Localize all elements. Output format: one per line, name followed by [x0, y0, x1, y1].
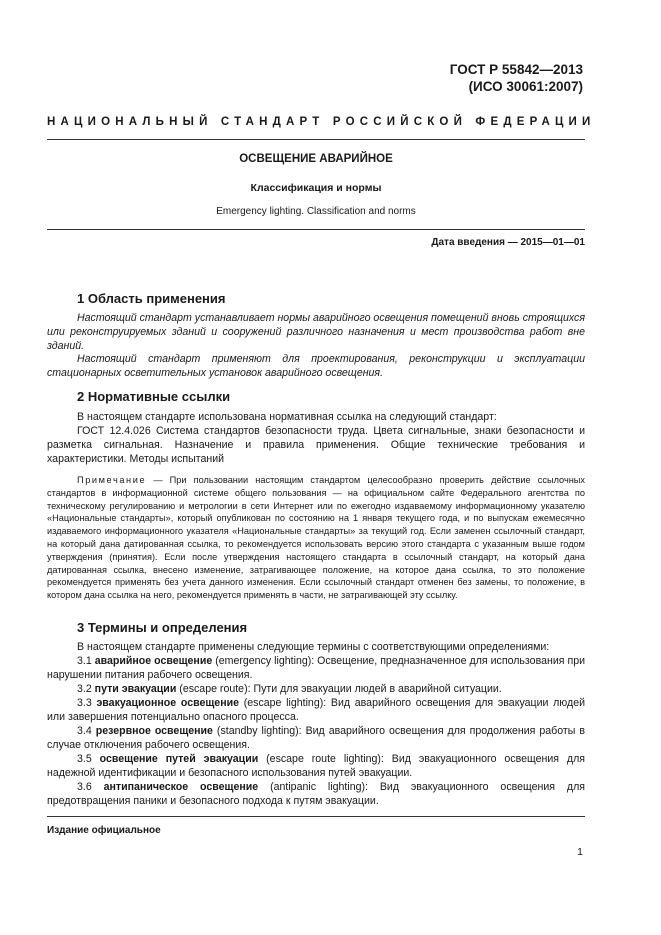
term-3-3: 3.3 эвакуационное освещение (escape lighting): Вид аварийного освещения для эвакуации людей или завершения потенциально опасного процесса. — [47, 697, 586, 723]
term-3-4: 3.4 резервное освещение (standby lighting): Вид аварийного освещения для продолжения работы в случае отключения рабочего освещения. — [47, 725, 585, 751]
document-subtitle: Классификация и нормы — [250, 182, 382, 194]
section-1-heading: 1 Область применения — [77, 291, 226, 306]
term-3-5: 3.5 освещение путей эвакуации (escape route lighting): Вид эвакуационного освещения для надежной идентификации и безопасного использования путей эвакуации. — [47, 753, 586, 779]
section-2-note: Примечание — При пользовании настоящим стандартом целесообразно проверить действие ссылочных стандартов в информационной системе общего пользования — на официальном сайте Федерального агентства по техническому регулированию и метрологии в сети Интернет или по ежегодно издаваемому информационному указателю «Национальные стандарты», который опубликован по состоянию на 1 января текущего года, и по выпускам ежемесячно издаваемого информационного указателя «Национальные стандарты» за текущий год. Если заменен ссылочный стандарт, на который дана датированная ссылка, то рекомендуется использовать версию этого стандарта с указанным выше годом утверждения (принятия). Если после утверждения настоящего стандарта в ссылочный стандарт, на который дана датированная ссылка, внесено изменение, затрагивающее положение, на которое дана ссылка, то это положение рекомендуется применять без учета данного изменения. Если ссылочный стандарт отменен без замены, то положение, в котором дана ссылка на него, рекомендуется применять в части, не затрагивающей эту ссылку. — [47, 475, 585, 601]
standard-code-gost: ГОСТ Р 55842—2013 — [449, 62, 583, 77]
section-1-paragraph-2: Настоящий стандарт применяют для проектирования, реконструкции и эксплуатации стационарных осветительных установок аварийного освещения. — [47, 353, 585, 379]
term-3-6: 3.6 антипаническое освещение (antipanic lighting): Вид эвакуационного освещения для предотвращения паники и безопасного подхода к путям эвакуации. — [47, 781, 586, 807]
standard-code-iso: (ИСО 30061:2007) — [468, 79, 583, 94]
effective-date: Дата введения — 2015—01—01 — [431, 237, 585, 248]
section-2-heading: 2 Нормативные ссылки — [77, 389, 231, 404]
standard-code — [450, 61, 583, 95]
document-title: ОСВЕЩЕНИЕ АВАРИЙНОЕ — [239, 153, 393, 165]
section-2-reference: ГОСТ 12.4.026 Система стандартов безопасности труда. Цвета сигнальные, знаки безопасности и разметка сигнальная. Назначение и правила применения. Общие технические требования и характеристики. Методы испытаний — [47, 425, 585, 465]
section-3-intro: В настоящем стандарте применены следующие термины с соответствующими определениями: — [77, 641, 550, 653]
national-standard-banner: НАЦИОНАЛЬНЫЙ СТАНДАРТ РОССИЙСКОЙ ФЕДЕРАЦИИ — [47, 116, 596, 128]
term-3-1: 3.1 аварийное освещение (emergency lighting): Освещение, предназначенное для использования при нарушении питания рабочего освещения. — [47, 655, 586, 681]
section-1-paragraph-1: Настоящий стандарт устанавливает нормы аварийного освещения помещений вновь строящихся или реконструируемых зданий и сооружений различного назначения и мест производства работ вне зданий. — [47, 312, 585, 352]
page-number: 1 — [577, 846, 583, 858]
section-3-heading: 3 Термины и определения — [77, 620, 248, 635]
section-2-paragraph-1: В настоящем стандарте использована нормативная ссылка на следующий стандарт: — [77, 411, 497, 423]
english-title: Emergency lighting. Classification and norms — [216, 206, 416, 217]
term-3-2: 3.2 пути эвакуации (escape route): Пути для эвакуации людей в аварийной ситуации. — [77, 683, 502, 695]
footer-divider — [47, 816, 585, 817]
title-divider — [47, 229, 585, 230]
banner-divider — [47, 139, 585, 140]
official-edition-label: Издание официальное — [47, 825, 161, 836]
note-label: Примечание — [77, 475, 147, 485]
